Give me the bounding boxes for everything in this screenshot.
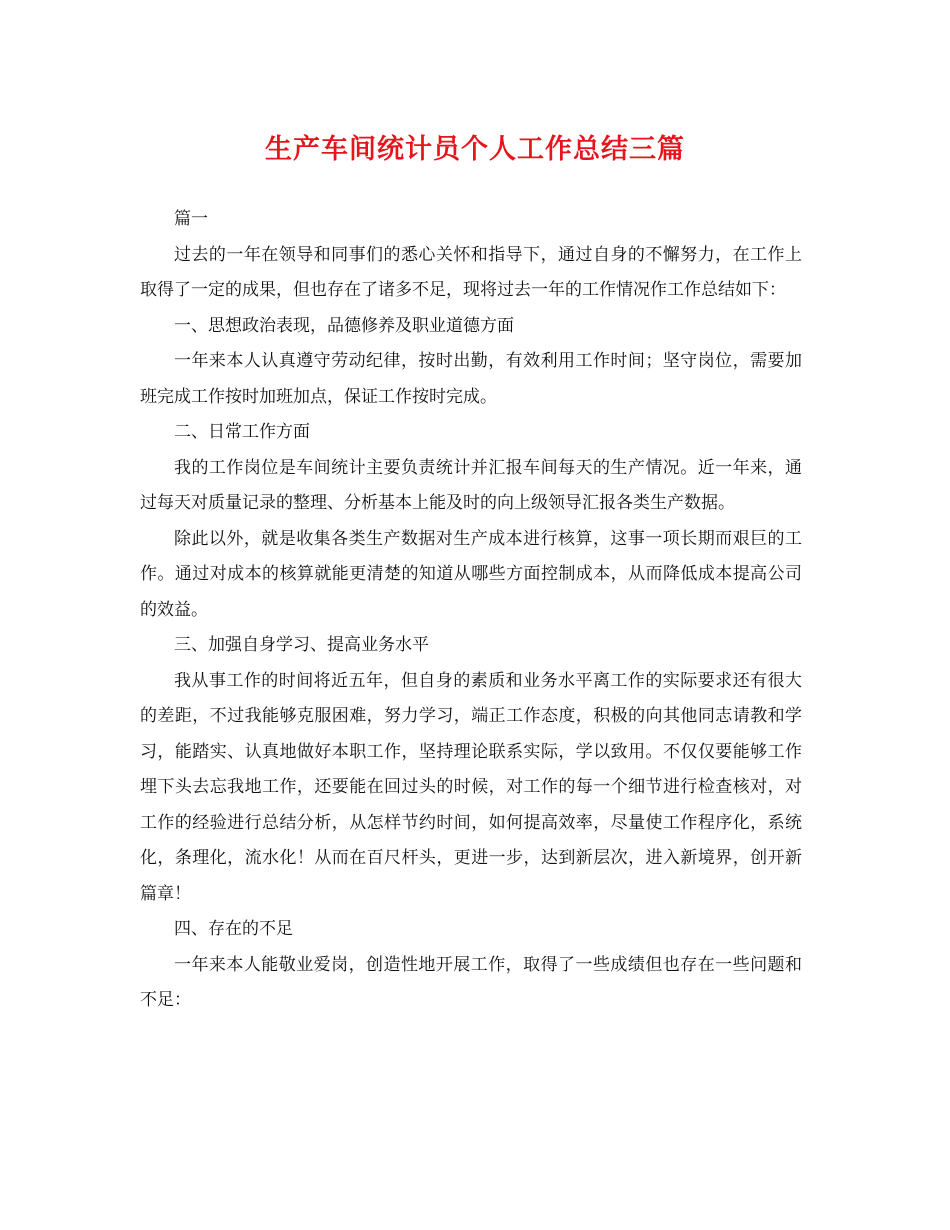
section-heading-2: 二、日常工作方面 [174, 422, 310, 442]
document-title: 生产车间统计员个人工作总结三篇 [265, 134, 685, 165]
document-body [140, 202, 802, 1019]
section-heading-1: 一、思想政治表现，品德修养及职业道德方面 [174, 315, 514, 336]
section-2-paragraph-2: 除此以外，就是收集各类生产数据对生产成本进行核算，这事一项长期而艰巨的工作。通过对成本的核算就能更清楚的知道从哪些方面控制成本，从而降低成本提高公司的效益。 [140, 528, 802, 620]
intro-paragraph: 过去的一年在领导和同事们的悉心关怀和指导下，通过自身的不懈努力，在工作上取得了一定的成果，但也存在了诸多不足，现将过去一年的工作情况作工作总结如下： [140, 244, 802, 300]
section-label: 篇一 [174, 209, 208, 229]
section-1-paragraph: 一年来本人认真遵守劳动纪律，按时出勤，有效利用工作时间；坚守岗位，需要加班完成工作按时加班加点，保证工作按时完成。 [140, 351, 802, 407]
section-4-paragraph: 一年来本人能敬业爱岗，创造性地开展工作，取得了一些成绩但也存在一些问题和不足： [140, 954, 802, 1010]
section-2-paragraph-1: 我的工作岗位是车间统计主要负责统计并汇报车间每天的生产情况。近一年来，通过每天对质量记录的整理、分析基本上能及时的向上级领导汇报各类生产数据。 [140, 457, 802, 513]
section-heading-3: 三、加强自身学习、提高业务水平 [174, 635, 429, 655]
section-heading-4: 四、存在的不足 [174, 919, 293, 939]
section-3-paragraph: 我从事工作的时间将近五年，但自身的素质和业务水平离工作的实际要求还有很大的差距，不过我能够克服困难，努力学习，端正工作态度，积极的向其他同志请教和学习，能踏实、认真地做好本职工作，坚持理论联系实际，学以致用。不仅仅要能够工作埋下头去忘我地工作，还要能在回过头的时候，对工作的每一个细节进行检查核对，对工作的经验进行总结分析，从怎样节约时间，如何提高效率，尽量使工作程序化，系统化，条理化，流水化！从而在百尺杆头，更进一步，达到新层次，进入新境界，创开新篇章！ [140, 670, 802, 904]
